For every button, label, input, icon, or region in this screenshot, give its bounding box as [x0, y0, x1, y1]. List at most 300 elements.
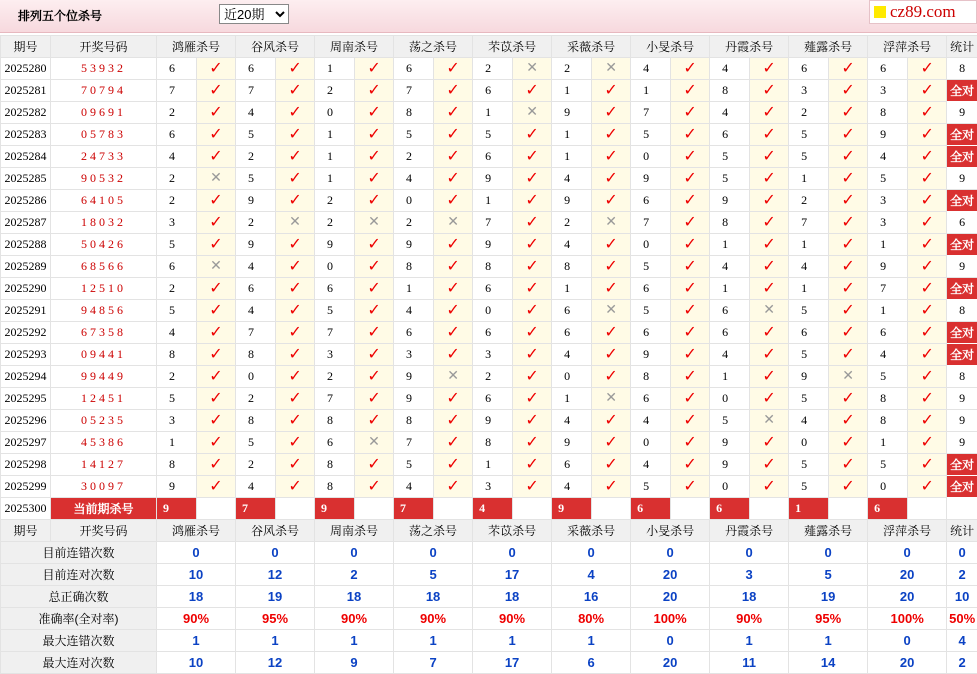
cross-icon: ✕ — [605, 215, 617, 230]
result-cell — [276, 410, 315, 432]
check-icon: ✓ — [525, 214, 538, 231]
result-cell — [355, 256, 394, 278]
kill-number-cell: 1 — [631, 80, 671, 102]
issue-cell: 2025287 — [1, 212, 51, 234]
check-icon: ✓ — [841, 60, 854, 77]
check-icon: ✓ — [367, 236, 380, 253]
check-icon: ✓ — [525, 456, 538, 473]
table-row — [1, 146, 977, 168]
result-cell — [434, 124, 473, 146]
summary-row — [1, 608, 977, 630]
kill-number-cell: 4 — [631, 454, 671, 476]
kill-number-cell: 9 — [473, 234, 513, 256]
check-icon: ✓ — [762, 258, 775, 275]
draw-number: 18032 — [81, 215, 126, 229]
result-cell — [276, 256, 315, 278]
check-icon: ✓ — [288, 148, 301, 165]
kill-number-cell: 4 — [710, 58, 750, 80]
check-icon: ✓ — [683, 126, 696, 143]
table-row — [1, 190, 977, 212]
result-cell — [434, 256, 473, 278]
cross-icon: ✕ — [605, 391, 617, 406]
kill-number-cell: 9 — [552, 432, 592, 454]
summary-label: 总正确次数 — [1, 586, 157, 608]
check-icon: ✓ — [446, 456, 459, 473]
kill-number-cell: 0 — [315, 256, 355, 278]
kill-number-cell: 5 — [710, 146, 750, 168]
kill-number-cell: 2 — [552, 212, 592, 234]
kill-number-cell: 4 — [552, 410, 592, 432]
check-icon: ✓ — [288, 456, 301, 473]
result-cell — [908, 102, 947, 124]
result-cell — [197, 454, 236, 476]
all-correct-badge: 全对 — [947, 344, 977, 366]
col-header-stat: 统计 — [947, 520, 977, 542]
check-icon: ✓ — [920, 214, 933, 231]
result-cell — [671, 102, 710, 124]
summary-value: 19 — [789, 586, 868, 608]
check-icon: ✓ — [841, 324, 854, 341]
kill-number-cell: 6 — [789, 322, 829, 344]
result-cell — [434, 212, 473, 234]
kill-number-cell: 2 — [394, 212, 434, 234]
check-icon: ✓ — [920, 258, 933, 275]
check-icon: ✓ — [209, 126, 222, 143]
result-cell — [197, 388, 236, 410]
result-cell — [829, 454, 868, 476]
cross-icon: ✕ — [605, 61, 617, 76]
check-icon: ✓ — [446, 170, 459, 187]
kill-number-cell: 1 — [710, 366, 750, 388]
kill-number-table — [0, 35, 977, 674]
kill-number-cell: 2 — [315, 212, 355, 234]
check-icon: ✓ — [841, 170, 854, 187]
check-icon: ✓ — [683, 302, 696, 319]
result-cell — [908, 212, 947, 234]
summary-value: 90% — [157, 608, 236, 630]
kill-number-cell: 6 — [710, 124, 750, 146]
result-cell — [434, 366, 473, 388]
check-icon: ✓ — [525, 170, 538, 187]
check-icon: ✓ — [525, 390, 538, 407]
summary-value: 18 — [473, 586, 552, 608]
kill-number-cell: 3 — [789, 80, 829, 102]
result-cell — [908, 366, 947, 388]
kill-number-cell: 6 — [473, 146, 513, 168]
result-cell — [513, 80, 552, 102]
result-cell — [908, 322, 947, 344]
check-icon: ✓ — [446, 236, 459, 253]
draw-number-cell — [51, 168, 157, 190]
current-empty-cell — [513, 498, 552, 520]
kill-number-cell: 9 — [789, 366, 829, 388]
check-icon: ✓ — [762, 170, 775, 187]
kill-number-cell: 1 — [552, 146, 592, 168]
result-cell — [908, 146, 947, 168]
summary-value: 20 — [631, 652, 710, 674]
result-cell — [829, 476, 868, 498]
check-icon: ✓ — [367, 390, 380, 407]
result-cell — [908, 190, 947, 212]
cross-icon: ✕ — [842, 369, 854, 384]
summary-value: 12 — [236, 564, 315, 586]
kill-number-cell: 6 — [710, 322, 750, 344]
current-kill-number: 9 — [315, 498, 355, 520]
summary-row — [1, 630, 977, 652]
summary-value: 9 — [315, 652, 394, 674]
table-row — [1, 476, 977, 498]
summary-value: 1 — [473, 630, 552, 652]
result-cell — [750, 300, 789, 322]
draw-number-cell — [51, 322, 157, 344]
current-kill-number: 9 — [552, 498, 592, 520]
draw-number-cell — [51, 212, 157, 234]
draw-number-cell — [51, 278, 157, 300]
check-icon: ✓ — [920, 368, 933, 385]
result-cell — [513, 102, 552, 124]
check-icon: ✓ — [288, 302, 301, 319]
draw-number-cell — [51, 410, 157, 432]
check-icon: ✓ — [762, 192, 775, 209]
kill-number-cell: 1 — [315, 168, 355, 190]
col-header-expert: 周南杀号 — [315, 520, 394, 542]
logo-square-icon — [874, 6, 886, 18]
result-cell — [592, 278, 631, 300]
col-header-issue: 期号 — [1, 36, 51, 58]
check-icon: ✓ — [446, 258, 459, 275]
issue-cell: 2025299 — [1, 476, 51, 498]
check-icon: ✓ — [841, 258, 854, 275]
current-kill-number: 9 — [157, 498, 197, 520]
result-cell — [197, 476, 236, 498]
summary-value: 10 — [157, 652, 236, 674]
check-icon: ✓ — [288, 412, 301, 429]
result-cell — [355, 146, 394, 168]
kill-number-cell: 6 — [631, 278, 671, 300]
kill-number-cell: 1 — [157, 432, 197, 454]
result-cell — [513, 388, 552, 410]
result-cell — [276, 432, 315, 454]
check-icon: ✓ — [209, 280, 222, 297]
summary-value: 0 — [473, 542, 552, 564]
kill-number-cell: 0 — [710, 388, 750, 410]
result-cell — [671, 388, 710, 410]
draw-number: 94856 — [81, 303, 126, 317]
summary-value: 4 — [947, 630, 977, 652]
check-icon: ✓ — [367, 258, 380, 275]
result-cell — [276, 102, 315, 124]
summary-value: 3 — [710, 564, 789, 586]
check-icon: ✓ — [841, 456, 854, 473]
kill-number-cell: 7 — [394, 80, 434, 102]
kill-number-cell: 2 — [157, 168, 197, 190]
draw-number-cell — [51, 432, 157, 454]
kill-number-cell: 1 — [789, 278, 829, 300]
top-bar — [0, 0, 977, 33]
table-row — [1, 234, 977, 256]
kill-number-cell: 3 — [394, 344, 434, 366]
kill-number-cell: 3 — [315, 344, 355, 366]
result-cell — [355, 168, 394, 190]
result-cell — [276, 146, 315, 168]
check-icon: ✓ — [209, 346, 222, 363]
kill-number-cell: 5 — [789, 476, 829, 498]
check-icon: ✓ — [209, 412, 222, 429]
col-header-expert: 丹霞杀号 — [710, 36, 789, 58]
kill-number-cell: 8 — [710, 212, 750, 234]
all-correct-badge: 全对 — [947, 476, 977, 498]
result-cell — [750, 432, 789, 454]
summary-value: 4 — [552, 564, 631, 586]
result-cell — [908, 58, 947, 80]
summary-row — [1, 652, 977, 674]
issue-cell: 2025297 — [1, 432, 51, 454]
col-header-number: 开奖号码 — [51, 36, 157, 58]
result-cell — [908, 388, 947, 410]
draw-number: 09441 — [81, 347, 126, 361]
current-kill-number: 7 — [394, 498, 434, 520]
kill-number-cell: 6 — [552, 322, 592, 344]
table-row — [1, 300, 977, 322]
kill-number-cell: 8 — [394, 410, 434, 432]
check-icon: ✓ — [841, 126, 854, 143]
check-icon: ✓ — [446, 324, 459, 341]
summary-value: 20 — [868, 652, 947, 674]
kill-number-cell: 8 — [157, 454, 197, 476]
kill-number-cell: 8 — [473, 432, 513, 454]
kill-number-cell: 6 — [157, 256, 197, 278]
result-cell — [750, 476, 789, 498]
result-cell — [908, 234, 947, 256]
current-empty-cell — [355, 498, 394, 520]
result-cell — [276, 58, 315, 80]
check-icon: ✓ — [604, 478, 617, 495]
result-cell — [592, 190, 631, 212]
kill-number-cell: 1 — [315, 58, 355, 80]
result-cell — [197, 190, 236, 212]
result-cell — [513, 322, 552, 344]
result-cell — [513, 344, 552, 366]
check-icon: ✓ — [920, 346, 933, 363]
draw-number: 09691 — [81, 105, 126, 119]
result-cell — [434, 454, 473, 476]
kill-number-cell: 1 — [710, 278, 750, 300]
result-cell — [197, 410, 236, 432]
kill-number-cell: 6 — [157, 58, 197, 80]
current-issue-cell: 2025300 — [1, 498, 51, 520]
result-cell — [592, 322, 631, 344]
check-icon: ✓ — [209, 214, 222, 231]
all-correct-badge: 全对 — [947, 124, 977, 146]
col-header-expert: 丹霞杀号 — [710, 520, 789, 542]
check-icon: ✓ — [209, 478, 222, 495]
result-cell — [829, 432, 868, 454]
kill-number-cell: 9 — [631, 344, 671, 366]
summary-value: 17 — [473, 564, 552, 586]
check-icon: ✓ — [604, 368, 617, 385]
check-icon: ✓ — [525, 478, 538, 495]
check-icon: ✓ — [525, 368, 538, 385]
result-cell — [750, 410, 789, 432]
kill-number-cell: 5 — [236, 432, 276, 454]
current-kill-number: 6 — [631, 498, 671, 520]
draw-number: 70794 — [81, 83, 126, 97]
summary-row — [1, 564, 977, 586]
result-cell — [513, 212, 552, 234]
check-icon: ✓ — [841, 192, 854, 209]
check-icon: ✓ — [525, 236, 538, 253]
check-icon: ✓ — [446, 104, 459, 121]
kill-number-cell: 0 — [710, 476, 750, 498]
kill-number-cell: 1 — [552, 388, 592, 410]
current-kill-number: 7 — [236, 498, 276, 520]
kill-number-cell: 3 — [868, 212, 908, 234]
check-icon: ✓ — [209, 60, 222, 77]
result-cell — [355, 278, 394, 300]
kill-number-cell: 4 — [157, 322, 197, 344]
result-cell — [197, 124, 236, 146]
check-icon: ✓ — [604, 280, 617, 297]
result-cell — [355, 124, 394, 146]
logo-text: cz89.com — [890, 2, 956, 22]
col-header-expert: 谷风杀号 — [236, 520, 315, 542]
kill-number-cell: 8 — [868, 410, 908, 432]
result-cell — [671, 432, 710, 454]
result-cell — [197, 168, 236, 190]
kill-number-cell: 4 — [394, 168, 434, 190]
kill-number-cell: 4 — [394, 300, 434, 322]
kill-number-cell: 0 — [868, 476, 908, 498]
kill-number-cell: 1 — [868, 300, 908, 322]
kill-number-cell: 4 — [236, 102, 276, 124]
check-icon: ✓ — [683, 170, 696, 187]
check-icon: ✓ — [367, 60, 380, 77]
check-icon: ✓ — [920, 302, 933, 319]
kill-number-cell: 4 — [631, 58, 671, 80]
kill-number-cell: 8 — [236, 410, 276, 432]
col-header-expert: 采薇杀号 — [552, 520, 631, 542]
check-icon: ✓ — [841, 214, 854, 231]
result-cell — [434, 278, 473, 300]
check-icon: ✓ — [683, 82, 696, 99]
summary-value: 90% — [473, 608, 552, 630]
table-row — [1, 212, 977, 234]
kill-number-cell: 5 — [868, 454, 908, 476]
check-icon: ✓ — [525, 280, 538, 297]
table-row — [1, 58, 977, 80]
cross-icon: ✕ — [210, 259, 222, 274]
result-cell — [197, 432, 236, 454]
result-cell — [276, 300, 315, 322]
header-row — [1, 36, 977, 58]
draw-number-cell — [51, 80, 157, 102]
result-cell — [750, 278, 789, 300]
kill-number-cell: 4 — [789, 256, 829, 278]
check-icon: ✓ — [446, 280, 459, 297]
check-icon: ✓ — [920, 280, 933, 297]
check-icon: ✓ — [920, 390, 933, 407]
result-cell — [750, 212, 789, 234]
result-cell — [434, 102, 473, 124]
period-select[interactable] — [219, 4, 289, 24]
site-logo[interactable] — [869, 0, 977, 24]
current-empty-cell — [829, 498, 868, 520]
draw-number-cell — [51, 300, 157, 322]
kill-number-cell: 8 — [236, 344, 276, 366]
result-cell — [355, 102, 394, 124]
check-icon: ✓ — [604, 236, 617, 253]
result-cell — [434, 322, 473, 344]
current-empty-cell — [908, 498, 947, 520]
result-cell — [197, 58, 236, 80]
kill-number-cell: 4 — [552, 234, 592, 256]
cross-icon: ✕ — [526, 105, 538, 120]
table-header — [1, 36, 977, 58]
kill-number-cell: 7 — [236, 322, 276, 344]
check-icon: ✓ — [604, 148, 617, 165]
summary-value: 6 — [552, 652, 631, 674]
kill-number-cell: 2 — [552, 58, 592, 80]
check-icon: ✓ — [841, 280, 854, 297]
draw-number-cell — [51, 58, 157, 80]
check-icon: ✓ — [525, 258, 538, 275]
kill-number-cell: 8 — [315, 476, 355, 498]
kill-number-cell: 5 — [631, 256, 671, 278]
kill-number-cell: 6 — [631, 190, 671, 212]
result-cell — [434, 80, 473, 102]
check-icon: ✓ — [841, 236, 854, 253]
kill-number-cell: 2 — [315, 366, 355, 388]
kill-number-cell: 9 — [552, 190, 592, 212]
summary-value: 0 — [552, 542, 631, 564]
summary-value: 18 — [315, 586, 394, 608]
result-cell — [434, 190, 473, 212]
result-cell — [829, 58, 868, 80]
draw-number: 50426 — [81, 237, 126, 251]
result-cell — [671, 256, 710, 278]
result-cell — [355, 366, 394, 388]
summary-value: 18 — [394, 586, 473, 608]
result-cell — [513, 168, 552, 190]
kill-number-cell: 9 — [631, 168, 671, 190]
stat-cell: 8 — [947, 58, 977, 80]
summary-value: 90% — [394, 608, 473, 630]
result-cell — [671, 366, 710, 388]
kill-number-cell: 8 — [868, 102, 908, 124]
check-icon: ✓ — [446, 126, 459, 143]
summary-value: 0 — [789, 542, 868, 564]
kill-number-cell: 7 — [868, 278, 908, 300]
check-icon: ✓ — [841, 478, 854, 495]
check-icon: ✓ — [367, 324, 380, 341]
kill-number-cell: 4 — [157, 146, 197, 168]
result-cell — [355, 300, 394, 322]
draw-number-cell — [51, 454, 157, 476]
kill-number-cell: 9 — [710, 454, 750, 476]
result-cell — [513, 190, 552, 212]
kill-number-cell: 8 — [315, 454, 355, 476]
result-cell — [592, 476, 631, 498]
summary-value: 1 — [157, 630, 236, 652]
table-row — [1, 366, 977, 388]
check-icon: ✓ — [367, 478, 380, 495]
result-cell — [592, 432, 631, 454]
stat-cell: 9 — [947, 168, 977, 190]
result-cell — [908, 168, 947, 190]
issue-cell: 2025282 — [1, 102, 51, 124]
kill-number-cell: 8 — [710, 80, 750, 102]
check-icon: ✓ — [288, 478, 301, 495]
